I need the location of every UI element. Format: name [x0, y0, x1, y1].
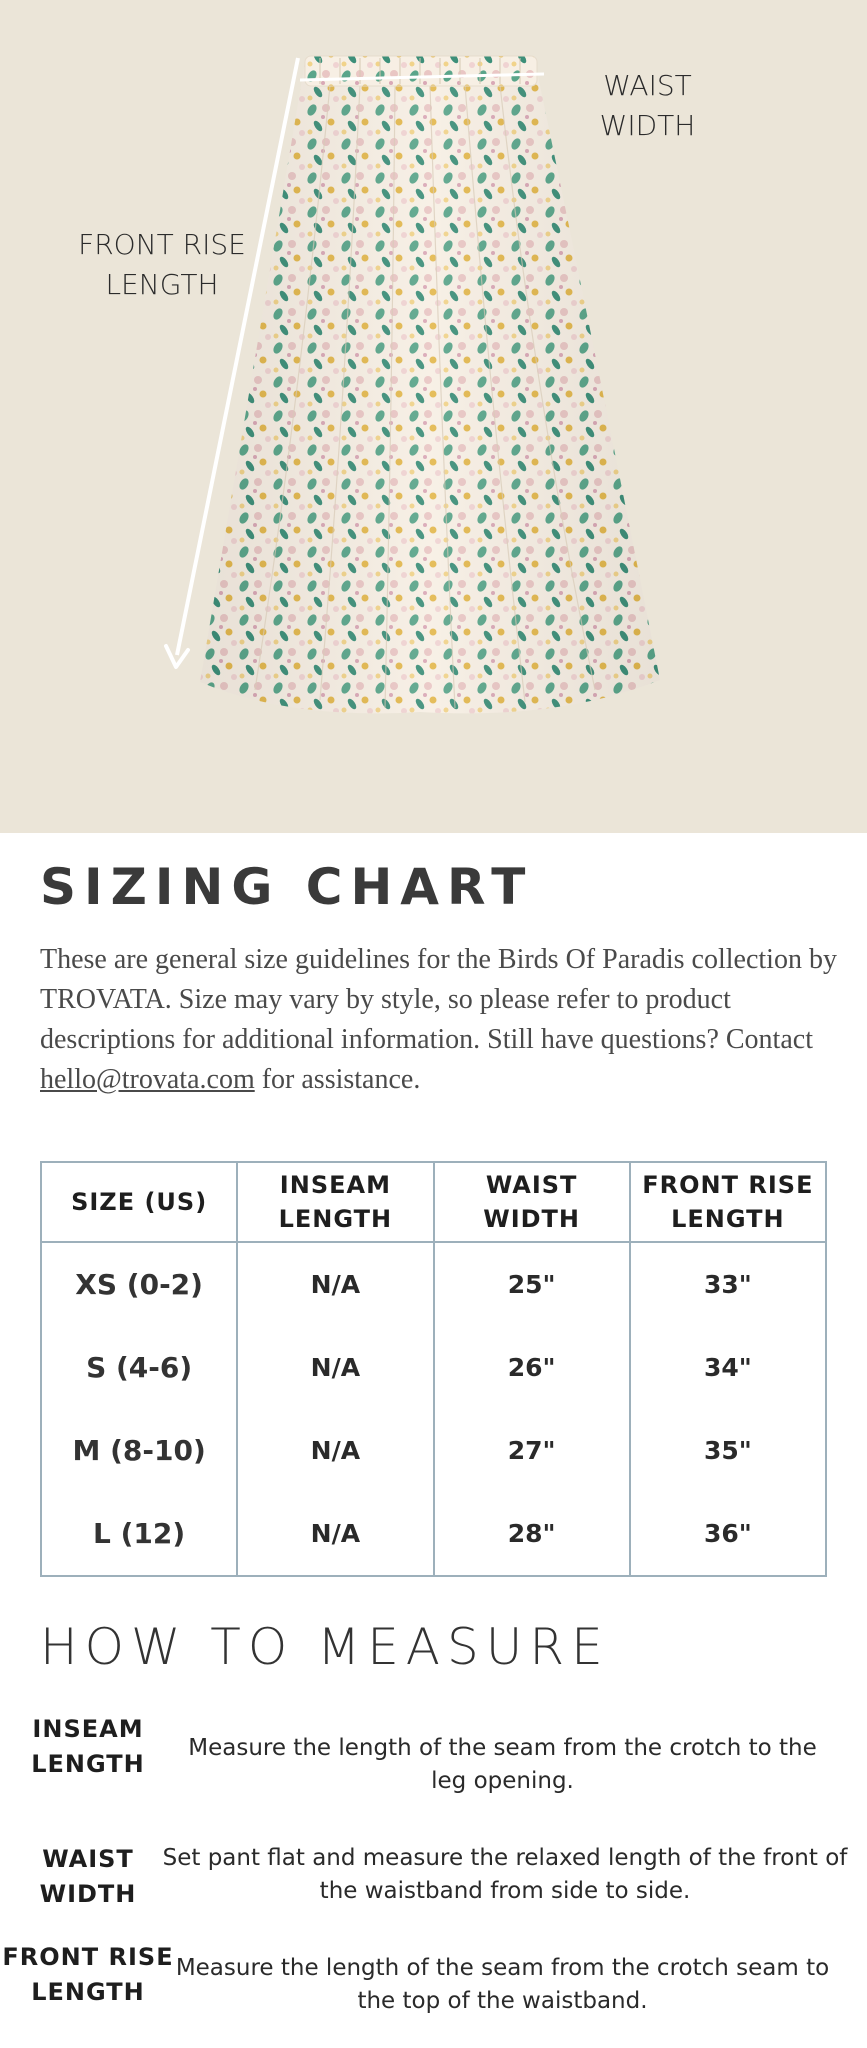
measure-term: WAIST WIDTH [39, 1845, 137, 1908]
cell-size: S (4-6) [41, 1326, 237, 1409]
table-row [41, 1409, 826, 1492]
cell-front-rise: 36" [630, 1492, 826, 1576]
measure-term: FRONT RISE LENGTH [2, 1943, 174, 2006]
table-row [41, 1326, 826, 1409]
waist-width-label: WAIST WIDTH [599, 69, 696, 142]
cell-front-rise: 33" [630, 1242, 826, 1326]
intro-tail: for assistance. [254, 1064, 421, 1095]
cell-waist: 28" [434, 1492, 630, 1576]
cell-inseam: N/A [237, 1492, 433, 1576]
cell-waist: 25" [434, 1242, 630, 1326]
header-inseam: INSEAM LENGTH [237, 1162, 433, 1242]
sizing-intro [40, 940, 840, 1100]
email-link[interactable]: hello@trovata.com [40, 1064, 255, 1095]
measure-term: INSEAM LENGTH [31, 1715, 145, 1778]
cell-waist: 26" [434, 1326, 630, 1409]
cell-inseam: N/A [237, 1326, 433, 1409]
size-table [40, 1161, 827, 1577]
header-size: SIZE (US) [41, 1162, 237, 1242]
cell-inseam: N/A [237, 1242, 433, 1326]
table-row [41, 1242, 826, 1326]
how-to-measure-title: HOW TO MEASURE [40, 1618, 610, 1676]
cell-front-rise: 34" [630, 1326, 826, 1409]
header-waist: WAIST WIDTH [434, 1162, 630, 1242]
header-front-rise: FRONT RISE LENGTH [630, 1162, 826, 1242]
cell-size: XS (0-2) [41, 1242, 237, 1326]
cell-size: M (8-10) [41, 1409, 237, 1492]
measure-desc: Set pant flat and measure the relaxed length of the front of the waistband from side to side. [162, 1845, 848, 1904]
table-row [41, 1492, 826, 1576]
hero-section [0, 0, 867, 833]
table-header-row [41, 1162, 826, 1242]
cell-waist: 27" [434, 1409, 630, 1492]
skirt-illustration [0, 0, 867, 833]
sizing-chart-title: SIZING CHART [40, 858, 534, 916]
cell-inseam: N/A [237, 1409, 433, 1492]
cell-size: L (12) [41, 1492, 237, 1576]
intro-text: These are general size guidelines for the Birds Of Paradis collection by TROVATA. Size may vary by style, so please refer to product descriptions for additional information. Still have questions? Contact [40, 944, 837, 1055]
front-rise-label: FRONT RISE LENGTH [78, 228, 246, 301]
cell-front-rise: 35" [630, 1409, 826, 1492]
measure-desc: Measure the length of the seam from the crotch seam to the top of the waistband. [175, 1955, 830, 2014]
measure-desc: Measure the length of the seam from the crotch to the leg opening. [188, 1735, 817, 1794]
